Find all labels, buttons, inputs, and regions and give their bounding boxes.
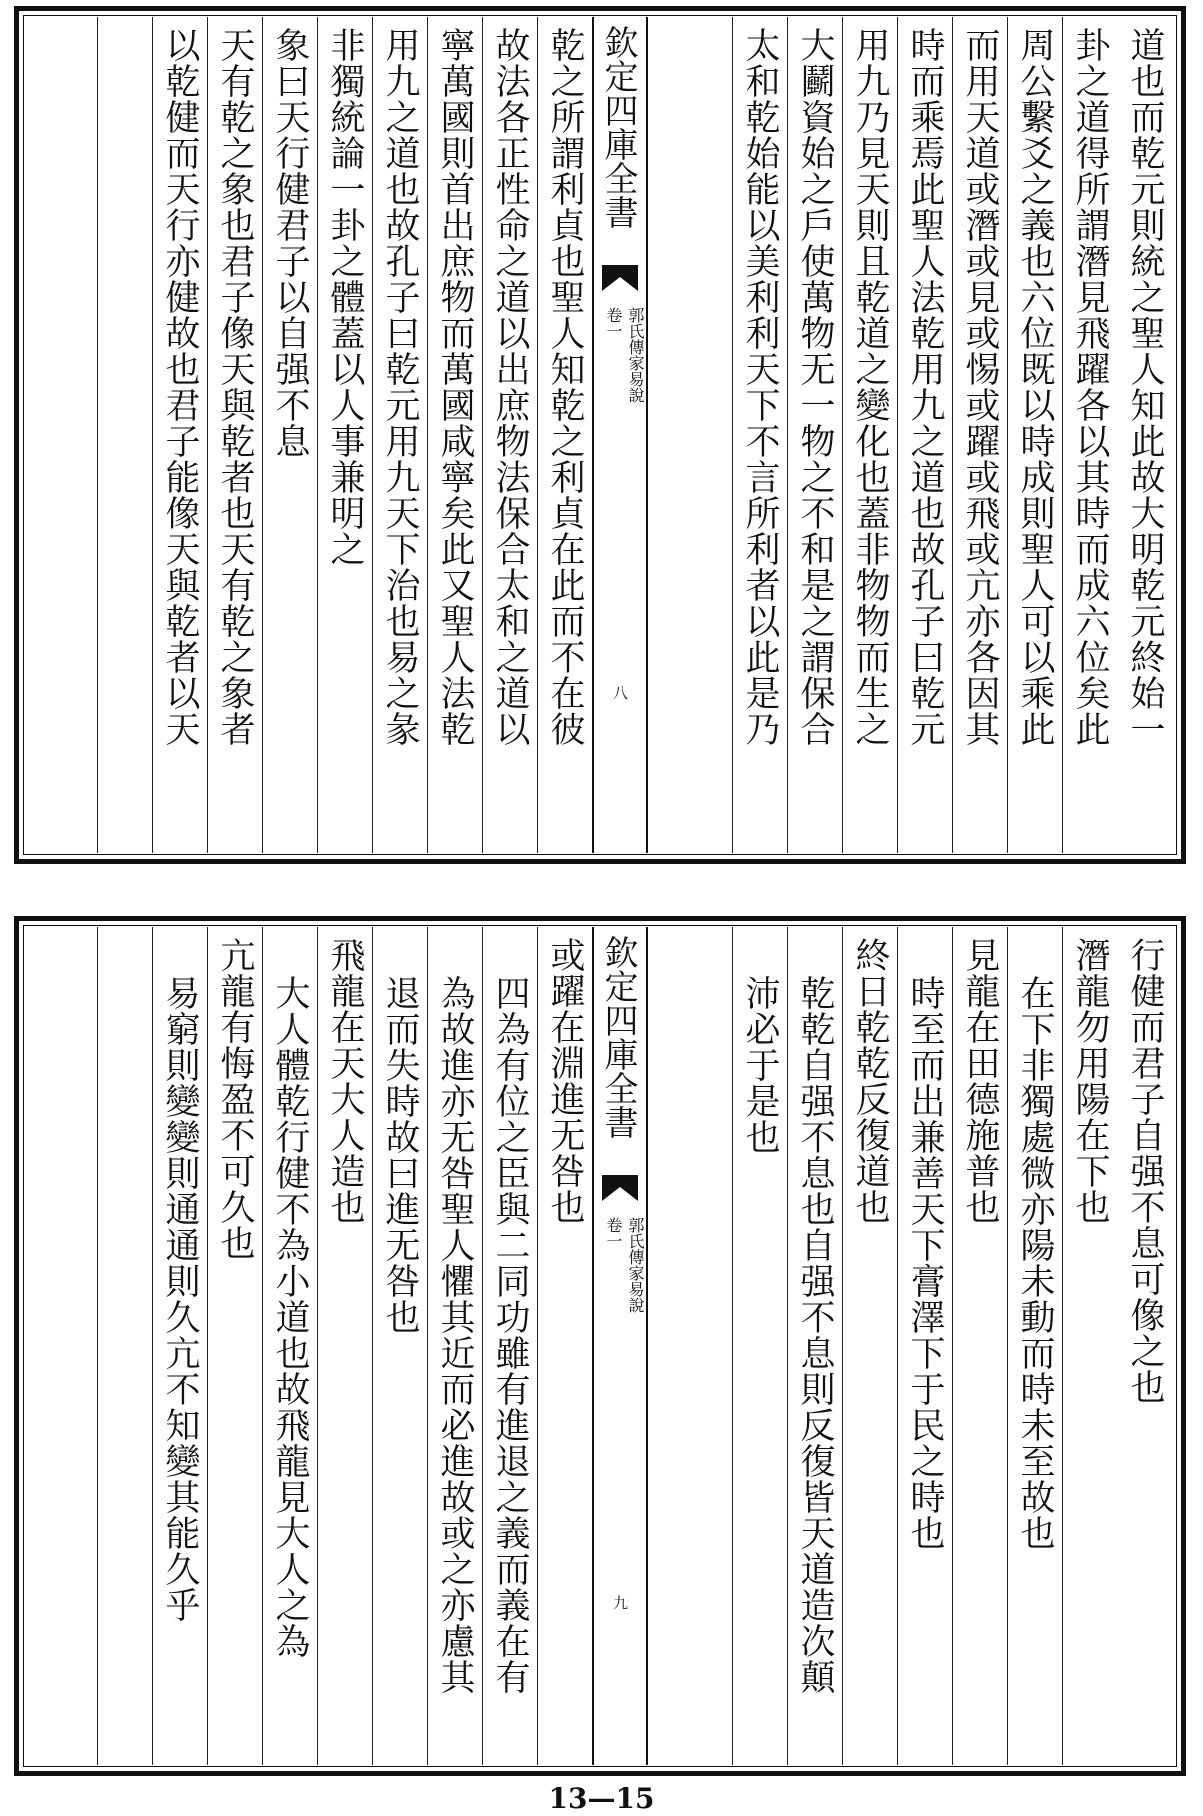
- text-column: [1062, 17, 1117, 853]
- text-column: [842, 927, 897, 1765]
- column-text: 易窮則變變則通通則久亢不知變其能久乎: [160, 975, 200, 1623]
- text-column: [537, 17, 592, 853]
- column-text: 乾之所謂利貞也聖人知乾之利貞在此而不在彼: [545, 27, 585, 747]
- column-text: 而用天道或潛或見或惕或躍或飛或亢亦各因其: [960, 27, 1000, 747]
- book-title-block: [598, 307, 646, 527]
- column-text: 乾乾自强不息也自强不息則反復皆天道造次顛: [795, 975, 835, 1695]
- column-text: 象曰天行健君子以自强不息: [270, 27, 310, 459]
- column-text: 寧萬國則首出庶物而萬國咸寧矣此又聖人法乾: [435, 27, 475, 747]
- text-column: [897, 17, 952, 853]
- column-text: 四為有位之臣與二同功雖有進退之義而義在有: [490, 975, 530, 1695]
- center-margin-strip: [592, 17, 648, 853]
- text-column: [152, 927, 207, 1765]
- text-column: [262, 927, 317, 1765]
- text-column: [207, 927, 262, 1765]
- juan-label: 卷一: [604, 307, 623, 339]
- text-column: [1117, 17, 1172, 853]
- text-column: [1007, 927, 1062, 1765]
- text-column: [482, 17, 537, 853]
- text-column: [152, 17, 207, 853]
- text-column: [842, 17, 897, 853]
- column-text: 非獨統論一卦之體蓋以人事兼明之: [325, 27, 365, 567]
- text-column: [372, 17, 427, 853]
- text-column: [97, 17, 152, 853]
- book-title: 郭氏傳家易說: [626, 307, 645, 403]
- book-title: 郭氏傳家易說: [626, 1217, 645, 1313]
- page-number: 13—15: [548, 1782, 655, 1815]
- column-text: 時至而出兼善天下膏澤下于民之時也: [905, 975, 945, 1551]
- column-text: 故法各正性命之道以出庶物法保合太和之道以: [490, 27, 530, 747]
- folio-number: 九: [611, 1595, 629, 1610]
- folio-number: 八: [611, 685, 629, 700]
- column-text: 道也而乾元則統之聖人知此故大明乾元終始一: [1125, 27, 1165, 747]
- column-text: 在下非獨處微亦陽未動而時未至故也: [1015, 975, 1055, 1551]
- text-column: [787, 17, 842, 853]
- book-title-block: [598, 1217, 646, 1437]
- text-column: [897, 927, 952, 1765]
- text-column: [317, 17, 372, 853]
- text-column: [372, 927, 427, 1765]
- fish-tail-mark-icon: [602, 1175, 638, 1201]
- column-text: 退而失時故曰進无咎也: [380, 975, 420, 1335]
- text-column: [317, 927, 372, 1765]
- juan-label: 卷一: [604, 1217, 623, 1249]
- text-column: [537, 927, 592, 1765]
- upper-page: [14, 6, 1186, 864]
- text-column: [482, 927, 537, 1765]
- column-text: 時而乘焉此聖人法乾用九之道也故孔子曰乾元: [905, 27, 945, 747]
- text-column: [952, 17, 1007, 853]
- text-column: [427, 17, 482, 853]
- column-text: 或躍在淵進无咎也: [545, 937, 585, 1225]
- column-text: 以乾健而天行亦健故也君子能像天與乾者以天: [160, 27, 200, 747]
- collection-title: 欽定四庫全書: [598, 25, 638, 229]
- text-column: [787, 927, 842, 1765]
- fish-tail-mark-icon: [602, 265, 638, 291]
- column-text: 為故進亦无咎聖人懼其近而必進故或之亦慮其: [435, 975, 475, 1695]
- column-text: 終日乾乾反復道也: [850, 937, 890, 1225]
- text-column: [97, 927, 152, 1765]
- column-text: 見龍在田德施普也: [960, 937, 1000, 1225]
- text-column: [732, 927, 787, 1765]
- column-text: 行健而君子自强不息可像之也: [1125, 937, 1165, 1405]
- column-text: 大鬬資始之戶使萬物无一物之不和是之謂保合: [795, 27, 835, 747]
- center-margin-strip: [592, 927, 648, 1765]
- text-column: [427, 927, 482, 1765]
- column-text: 潛龍勿用陽在下也: [1070, 937, 1110, 1225]
- text-column: [1062, 927, 1117, 1765]
- column-text: 天有乾之象也君子像天與乾者也天有乾之象者: [215, 27, 255, 747]
- text-column: [732, 17, 787, 853]
- column-text: 周公繫爻之義也六位既以時成則聖人可以乘此: [1015, 27, 1055, 747]
- column-text: 沛必于是也: [740, 975, 780, 1155]
- column-text: 太和乾始能以美利利天下不言所利者以此是乃: [740, 27, 780, 747]
- column-text: 用九之道也故孔子曰乾元用九天下治也易之彖: [380, 27, 420, 747]
- collection-title: 欽定四庫全書: [598, 935, 638, 1139]
- lower-page: [14, 916, 1186, 1776]
- text-column: [207, 17, 262, 853]
- text-column: [952, 927, 1007, 1765]
- text-column: [1117, 927, 1172, 1765]
- column-text: 飛龍在天大人造也: [325, 937, 365, 1225]
- column-text: 大人體乾行健不為小道也故飛龍見大人之為: [270, 975, 310, 1659]
- text-column: [262, 17, 317, 853]
- column-text: 卦之道得所謂潛見飛躍各以其時而成六位矣此: [1070, 27, 1110, 747]
- text-column: [1007, 17, 1062, 853]
- column-text: 用九乃見天則且乾道之變化也蓋非物物而生之: [850, 27, 890, 747]
- column-text: 亢龍有悔盈不可久也: [215, 937, 255, 1261]
